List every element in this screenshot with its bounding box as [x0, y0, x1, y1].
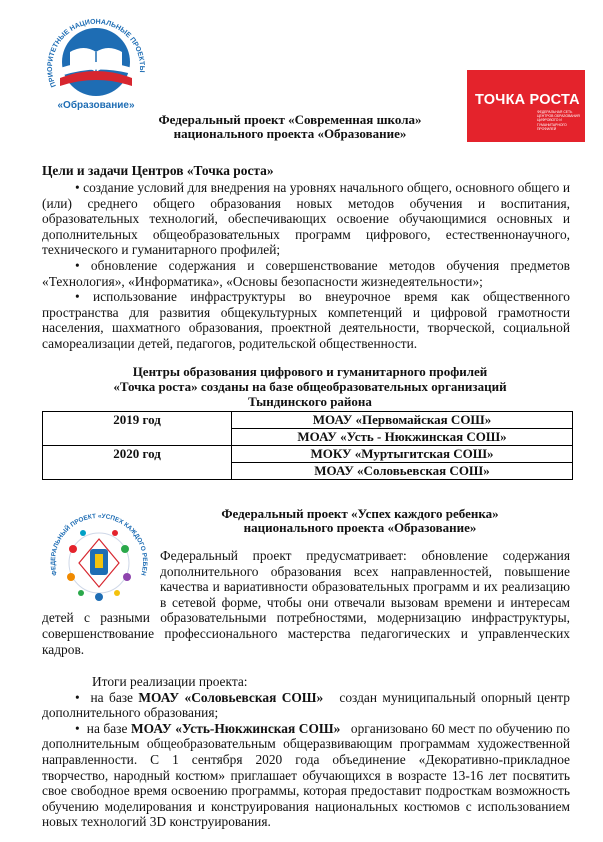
section1-title — [100, 113, 480, 141]
goals-list — [42, 180, 570, 352]
section1-title-line1: Федеральный проект «Современная школа» — [158, 112, 422, 127]
school-cell: МОАУ «Первомайская СОШ» — [232, 412, 573, 429]
education-logo-label: «Образование» — [57, 100, 135, 111]
results-block — [42, 674, 570, 830]
result2-school: МОАУ «Усть-Нюкжинская СОШ» — [130, 720, 341, 736]
results-heading: Итоги реализации проекта: — [92, 674, 248, 689]
year-cell: 2019 год — [43, 412, 232, 446]
section2-intro-text: Федеральный проект предусматривает: обновление содержания дополнительного образования всех направленностей, повышение качества и вариативности образовательных программ и их реализацию в сетевой форме, чтобы они отвечали вызовам времени и интересам детей с разными образовательными потребностями, модернизацию инфраструктуры, совершенствование профессионального мастерства педагогических и управленческих кадров. — [42, 548, 570, 657]
centers-title-line3: Тындинского района — [248, 394, 372, 409]
tochka-rosta-logo — [467, 70, 585, 142]
section2-intro — [42, 548, 570, 657]
section1-title-line2: национального проекта «Образование» — [173, 126, 407, 141]
goals-bullet-3: • использование инфраструктуры во внеурочное время как общественного пространства для развития общекультурных компетенций и цифровой грамотности населения, шахматного образования, проектной деятельности, творческой, социальной самореализации детей, педагогов, родительской общественности. — [42, 289, 570, 351]
logo-float-spacer — [42, 548, 160, 608]
uspeh-logo-arc-text: ФЕДЕРАЛЬНЫЙ ПРОЕКТ «УСПЕХ КАЖДОГО РЕБЕН — [49, 512, 149, 577]
school-cell: МОАУ «Соловьевская СОШ» — [232, 463, 573, 480]
section2-title-line2: национального проекта «Образование» — [243, 520, 477, 535]
section2-title — [190, 507, 530, 535]
table-row — [43, 446, 573, 463]
result-item-2: • на базе МОАУ «Усть-Нюкжинская СОШ» организовано 60 мест по обучению по дополнительным общеобразовательным общеразвивающим программам художественной направленности. С 1 сентября 2020 года объединение «Декоративно-прикладное творчество, народный костюм» приглашает обучающихся в возрасте 13-16 лет посвятить свое свободное время освоению программы, которая предоставит подросткам возможность обучению моделирования и конструирования национальных костюмов с использованием новых технологий 3D конструирования. — [42, 720, 570, 830]
goals-bullet-2: • обновление содержания и совершенствование методов обучения предметов «Технология», «Информатика», «Основы безопасности жизнедеятельности»; — [42, 257, 570, 289]
section2-title-line1: Федеральный проект «Успех каждого ребенка» — [221, 506, 499, 521]
result-item-1: • на базе МОАУ «Соловьевская СОШ» создан муниципальный опорный центр дополнительного образования; — [42, 689, 570, 721]
school-cell: МОКУ «Муртыгитская СОШ» — [232, 446, 573, 463]
goals-bullet-1: • создание условий для внедрения на уровнях начального общего, основного общего и (или) среднего общего образования новых методов обучения и воспитания, образовательных технологий, обеспечивающих освоение обучающимися основных и дополнительных общеобразовательных программ цифрового, естественнонаучного, технического и гуманитарного профилей; — [42, 180, 570, 258]
result1-school: МОАУ «Соловьевская СОШ» — [138, 689, 324, 705]
education-project-logo — [40, 8, 152, 116]
centers-title-line2: «Точка роста» созданы на базе общеобразовательных организаций — [113, 379, 507, 394]
year-cell: 2020 год — [43, 446, 232, 480]
centers-title — [60, 364, 560, 409]
table-row — [43, 412, 573, 429]
tochka-rosta-logo-subtitle: ФЕДЕРАЛЬНАЯ СЕТЬ ЦЕНТРОВ ОБРАЗОВАНИЯ ЦИФРОВОГО И ГУМАНИТАРНОГО ПРОФИЛЕЙ — [537, 110, 580, 131]
education-logo-arc-text: ПРИОРИТЕТНЫЕ НАЦИОНАЛЬНЫЕ ПРОЕКТЫ — [46, 18, 146, 88]
centers-title-line1: Центры образования цифрового и гуманитарного профилей — [132, 364, 488, 379]
goals-heading: Цели и задачи Центров «Точка роста» — [42, 163, 274, 178]
schools-table — [42, 411, 573, 480]
school-cell: МОАУ «Усть - Нюкжинская СОШ» — [232, 429, 573, 446]
tochka-rosta-logo-title: ТОЧКА РОСТА — [475, 92, 580, 108]
